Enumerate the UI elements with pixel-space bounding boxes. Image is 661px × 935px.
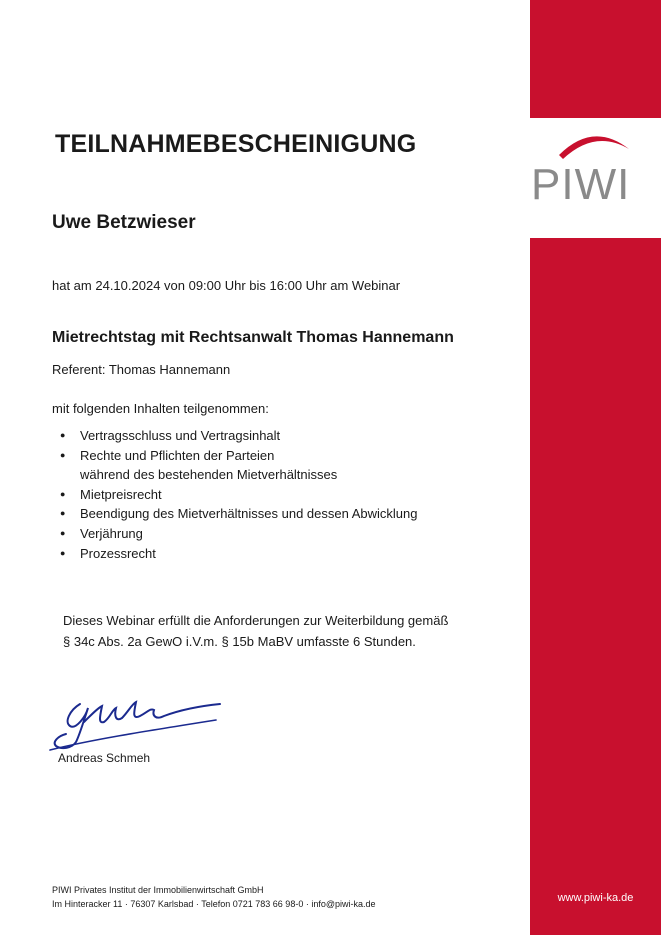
list-item [52,446,418,485]
signature-image [40,682,230,757]
topics-list [52,426,418,563]
footer [52,884,376,911]
logo-text: PIWI [531,160,631,209]
topics-lead: mit folgenden Inhalten teilgenommen: [52,401,269,416]
list-item: ● Mietpreisrecht [52,485,418,505]
attendance-text: hat am 24.10.2024 von 09:00 Uhr bis 16:00 Uhr am Webinar [52,278,401,293]
participant-name: Uwe Betzwieser [52,212,196,233]
footer-company: PIWI Privates Institut der Immobilienwirtschaft GmbH [52,885,264,895]
speaker-text: Referent: Thomas Hannemann [52,362,231,377]
list-item-line: während des bestehenden Mietverhältnisses [80,467,338,483]
signer-name: Andreas Schmeh [58,751,151,765]
course-title: Mietrechtstag mit Rechtsanwalt Thomas Hannemann [52,329,454,346]
requirement-text [63,611,448,652]
sidebar-red-top [530,0,661,118]
list-item: ● Verjährung [52,524,418,544]
logo-arc-icon [555,125,635,165]
page-title: TEILNAHMEBESCHEINIGUNG [55,130,417,158]
list-item: ● Prozessrecht [52,544,418,564]
footer-address: Im Hinteracker 11 · 76307 Karlsbad · Telefon 0721 783 66 98-0 · info@piwi-ka.de [52,898,376,909]
website-link[interactable]: www.piwi-ka.de [557,892,634,904]
requirement-line: § 34c Abs. 2a GewO i.V.m. § 15b MaBV umfasste 6 Stunden. [63,633,416,649]
sidebar-red-bottom [530,238,661,935]
requirement-line: Dieses Webinar erfüllt die Anforderungen zur Weiterbildung gemäß [63,613,449,628]
list-item-line: Rechte und Pflichten der Parteien [80,447,275,463]
list-item: ● Vertragsschluss und Vertragsinhalt [52,426,418,446]
list-item: ● Beendigung des Mietverhältnisses und dessen Abwicklung [52,504,418,524]
